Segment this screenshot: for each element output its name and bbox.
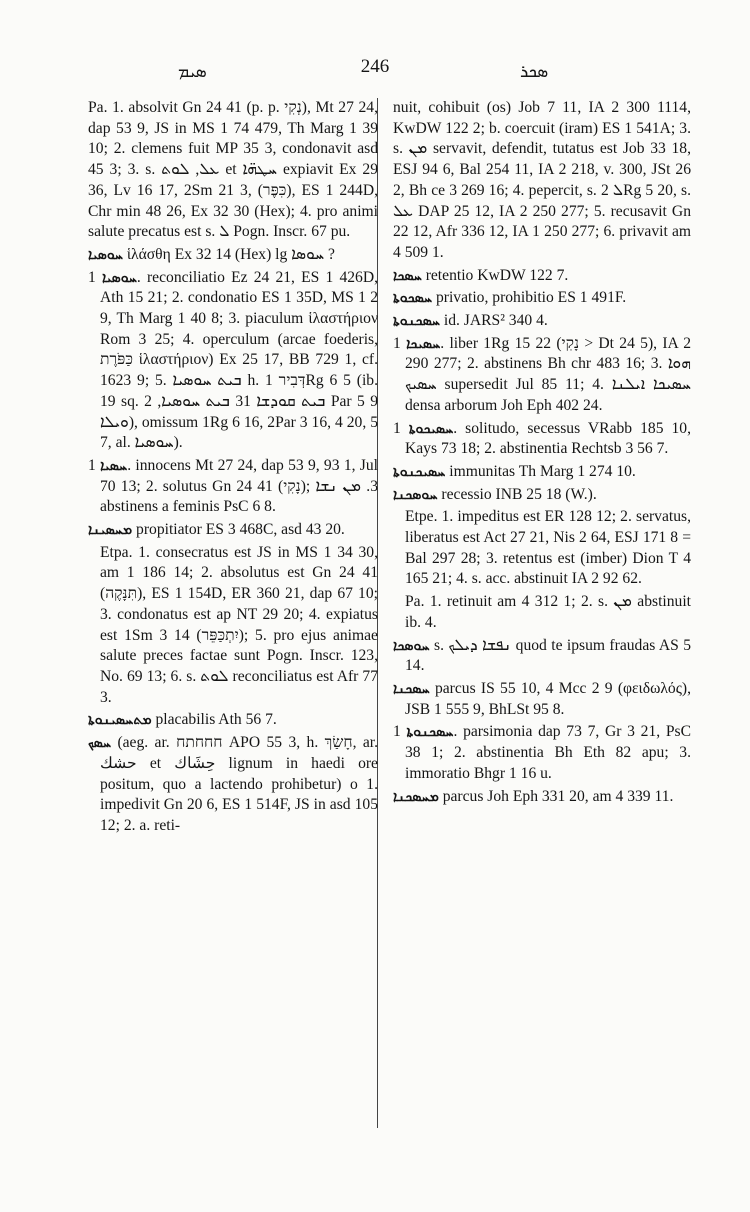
dictionary-entry: Pa. 1. retinuit am 4 312 1; 2. s. ܡܢ abstinuit ib. 4. — [405, 593, 692, 631]
dictionary-entry: ܚܣܝܐ 1. innocens Mt 27 24, dap 53 9, 93 1, Jul 70 13; 2. solutus Gn 24 41 (נָקִי); 3. ܡܢ ܢܫܐ abstinens a feminis PsC 6 8. — [88, 456, 378, 516]
dictionary-entry: ܚܘܣܝܐ 1. reconciliatio Ez 24 21, ES 1 426D, Ath 15 21; 2. condonatio ES 1 35D, MS 1 2 9, Th Marg 1 40 8; 3. piaculum ἱλαστήριον Rom 3 25; 4. operculum (arcae foederis, כַּפֹּרֶת ἱλαστήριον) Ex 25 17, BB 729 1, cf. 1623 9; 5. ܒܝܬ ܚܘܣܝܐ h. דְּבִיר 1Rg 6 5 (ib. 19 sq. ܒܝܬ ܩܘܕܫܐ 31 ܒܝܬ ܚܘܣܝܐ, 2 Par 5 9 ܘܝܠܐ), omissum 1Rg 6 16, 2Par 3 16, 4 20, 5 7, al. ܚܘܣܝܐ). — [88, 268, 379, 452]
dictionary-entry: ܚܣܟܢܘܬܐ id. JARS² 340 4. — [393, 312, 548, 330]
dictionary-entry: ܡܚܣܟܢܐ parcus Joh Eph 331 20, am 4 339 11. — [393, 787, 674, 805]
dictionary-entry: ܚܘܣܟܐ s. ܢܦܫܐ ܕܝܠܟ quod te ipsum fraudas AS 5 14. — [393, 636, 691, 675]
dictionary-entry: Etpa. 1. consecratus est JS in MS 1 34 30, am 1 186 14; 2. absolutus est Gn 24 41 (תִּנָּקֶה), ES 1 154D, ER 360 21, dap 67 10; 3. condonatus est ap NT 29 20; 4. expiatus est 1Sm 3 14 (יִתְכַּפֵּר); 5. pro ejus animae salute preces factae sunt Pogn. Inscr. 123, No. 69 13; 6. s. ܠܘܬ reconciliatus est Afr 77 3. — [100, 543, 378, 706]
dictionary-entry: ܚܣܝܟܢܘܬܐ immunitas Th Marg 1 274 10. — [393, 462, 636, 480]
dictionary-entry: ܡܬܚܣܝܢܘܬܐ placabilis Ath 56 7. — [88, 711, 277, 729]
dictionary-entry: ܚܣܟ (aeg. ar. חחחתח APO 55 3, h. חָשַׂךְ, ar. حشك et حِشَاك lignum in haedi ore positum, quo a lactendo prohibetur) o 1. impedivit Gn 20 6, ES 1 514F, JS in asd 105 12; 2. a. reti- — [88, 734, 378, 834]
guide-word-right: ܣܟܪ — [520, 62, 549, 82]
dictionary-entry: Etpe. 1. impeditus est ER 128 12; 2. servatus, liberatus est Act 27 21, Nis 2 64, ESJ 171 8 = Bal 297 28; 3. retentus est (imber) Dion T 4 165 21; 4. s. acc. abstinuit IA 2 92 62. — [405, 508, 691, 588]
dictionary-entry: ܚܣܝܟܘܬܐ 1. solitudo, secessus VRabb 185 10, Kays 73 18; 2. abstinentia Rechtsb 3 56 7. — [393, 419, 691, 458]
dictionary-entry: ܡܚܣܝܢܐ propitiator ES 3 468C, asd 43 20. — [88, 521, 345, 539]
dictionary-entry: Pa. 1. absolvit Gn 24 41 (p. p. נְקִי), Mt 27 24, dap 53 9, JS in MS 1 74 479, Th Marg 1 39 10; 2. clemens fuit MP 35 3, condonavit asd 45 3; 3. s. ܥܠ, ܠܘܬ et ܚܛܗ̈ܐ expiavit Ex 29 36, Lv 16 17, 2Sm 21 3, (כִּפֶּר), ES 1 244D, Chr min 48 26, Ex 32 30 (Hex); 4. pro animi salute precatus est s. ܠ Pogn. Inscr. 67 pu. — [88, 99, 379, 241]
dictionary-entry: ܚܘܣܟܢܐ recessio INB 25 18 (W.). — [393, 485, 597, 503]
left-column — [88, 98, 378, 839]
dictionary-entry: ܚܣܟܘܬܐ privatio, prohibitio ES 1 491F. — [393, 289, 627, 307]
dictionary-entry: nuit, cohibuit (os) Job 7 11, IA 2 300 1114, KwDW 122 2; b. coercuit (iram) ES 1 541A; 3. s. ܡܢ servavit, defendit, tutatus est Job 33 18, ESJ 94 6, Bal 254 11, IA 2 218, v. 300, JSt 26 2, Bh ce 3 269 16; 4. pepercit, s. ܠ 2Rg 5 20, s. ܥܠ DAP 25 12, IA 2 250 277; 5. recusavit Gn 22 12, Afr 336 12, IA 1 250 277; 6. privavit am 4 509 1. — [393, 99, 691, 261]
dictionary-entry: ܚܘܣܝܐ ἱλάσθη Ex 32 14 (Hex) lg ܚܘܣܐ ? — [88, 245, 335, 263]
dictionary-entry: ܚܣܟܢܘܬܐ 1. parsimonia dap 73 7, Gr 3 21, PsC 38 1; 2. abstinentia Bh Eth 82 apu; 3. immoratio Bhgr 1 16 u. — [393, 723, 691, 782]
right-column — [393, 98, 691, 809]
guide-word-left: ܣܝܡ — [178, 62, 207, 82]
dictionary-entry: ܚܣܝܟܐ 1. liber 1Rg 15 22 (נָקִי > Dt 24 5), IA 2 290 277; 2. abstinens Bh chr 483 16; 3. ܗܘܐ ܚܣܝܟ supersedit Jul 85 11; 4. ܚܣܝܟܐ ܐܝܠܢܐ densa arborum Joh Eph 402 24. — [393, 334, 692, 414]
dictionary-entry: ܚܣܟܢܐ parcus IS 55 10, 4 Mcc 2 9 (φειδωλός), JSB 1 555 9, BhLSt 95 8. — [393, 679, 691, 718]
page-header — [0, 52, 750, 92]
dictionary-entry: ܚܣܟܐ retentio KwDW 122 7. — [393, 266, 569, 284]
page-number: 246 — [360, 56, 390, 77]
